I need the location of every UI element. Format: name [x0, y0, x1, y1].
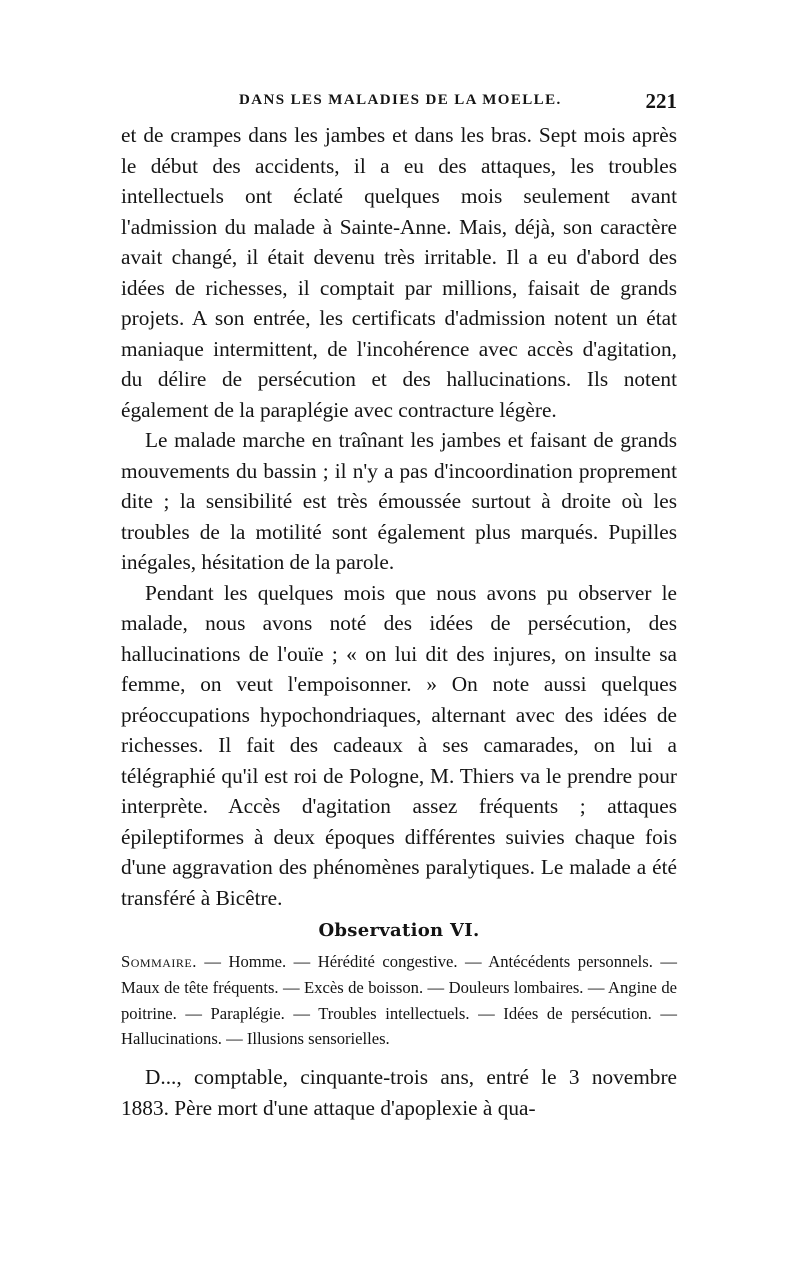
paragraph-3: Pendant les quelques mois que nous avons pu observer le malade, nous avons noté des idées de persécution, des hallucinations de l'ouïe ; « on lui dit des injures, on insulte sa femme, on veut l'empoisonner. » On note aussi quelques préoccupations hypochondriaques, alternant avec des idées de richesses. Il fait des cadeaux à ses camarades, on lui a télégraphié qu'il est roi de Pologne, M. Thiers va le prendre pour interprète. Accès d'agitation assez fréquents ; attaques épileptiformes à deux époques différentes suivies chaque fois d'une aggravation des phénomènes paralytiques. Le malade a été transféré à Bicêtre.	[121, 580, 677, 910]
summary-text: — Homme. — Hérédité congestive. — Antécédents personnels. — Maux de tête fréquents. — Excès de boisson. — Douleurs lombaires. — Angine de poitrine. — Paraplégie. — Troubles intellectuels. — Idées de persécution. — Hallucinations. — Illusions sensorielles.	[121, 952, 677, 1049]
book-page	[121, 89, 677, 1123]
summary-label: Sommaire.	[121, 952, 197, 971]
body-text	[121, 120, 677, 913]
case-text	[121, 1062, 677, 1123]
paragraph-2: Le malade marche en traînant les jambes et faisant de grands mouvements du bassin ; il n'y a pas d'incoordination proprement dite ; la sensibilité est très émoussée surtout à droite où les troubles de la motilité sont également plus marqués. Pupilles inégales, hésitation de la parole.	[121, 428, 677, 574]
paragraph-1: et de crampes dans les jambes et dans les bras. Sept mois après le début des accidents, il a eu des attaques, les troubles intellectuels ont éclaté quelques mois seulement avant l'admission du malade à Sainte-Anne. Mais, déjà, son caractère avait changé, il était devenu très irritable. Il a eu d'abord des idées de richesses, il comptait par millions, faisait de grands projets. A son entrée, les certificats d'admission notent un état maniaque intermittent, de l'incohérence avec accès d'agitation, du délire de persécution et des hallucinations. Ils notent également de la paraplégie avec contracture légère.	[121, 123, 677, 422]
observation-summary	[121, 949, 677, 1052]
observation-heading: Observation VI.	[318, 920, 480, 941]
running-head	[121, 89, 677, 120]
running-title: DANS LES MALADIES DE LA MOELLE.	[239, 92, 562, 108]
page-number: 221	[645, 89, 677, 113]
case-opening: D..., comptable, cinquante-trois ans, entré le 3 novembre 1883. Père mort d'une attaque d'apoplexie à qua-	[121, 1065, 677, 1120]
